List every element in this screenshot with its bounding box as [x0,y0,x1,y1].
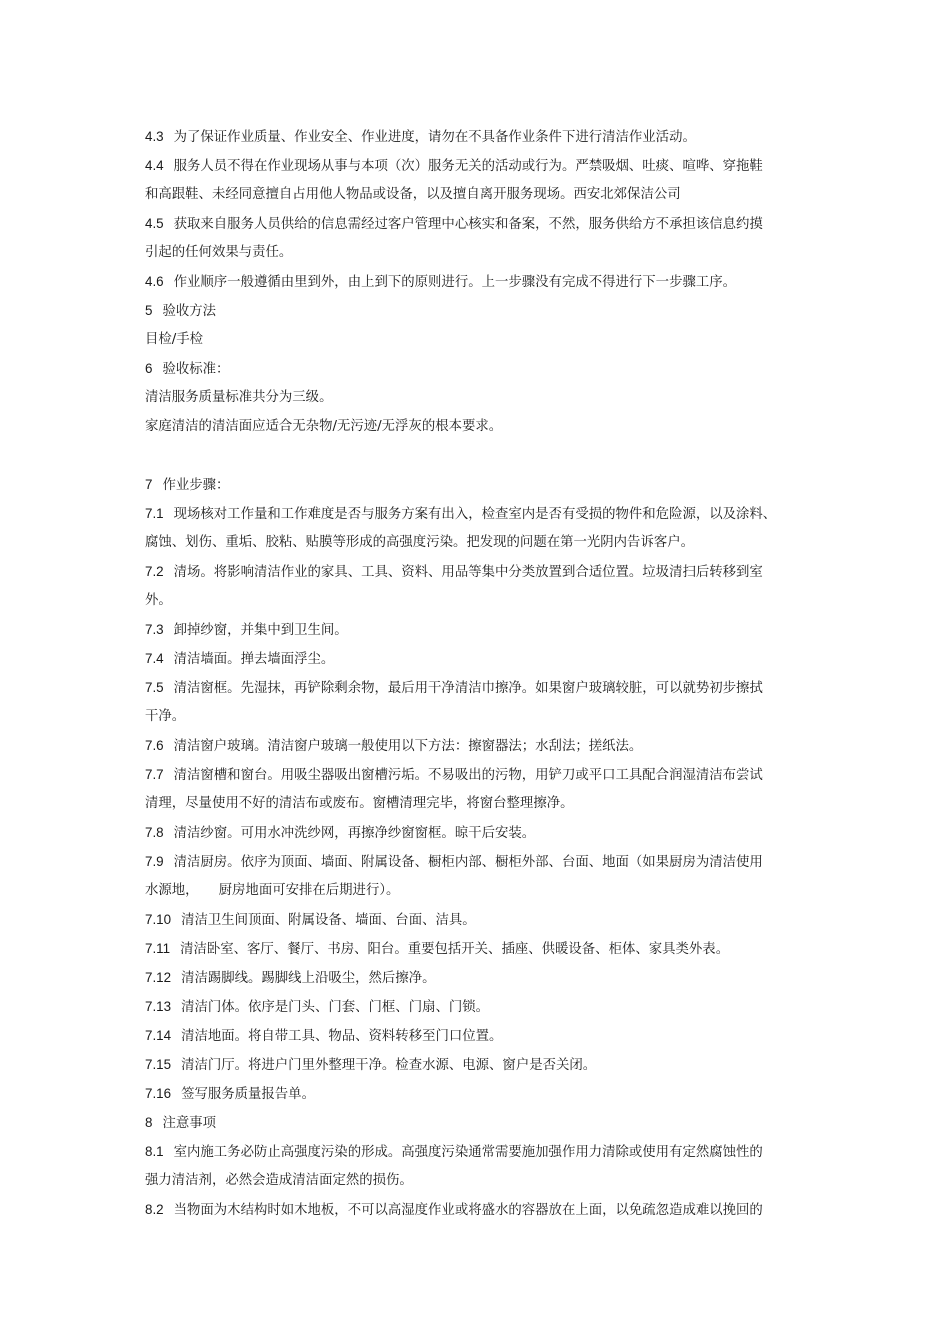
text-line [145,702,817,731]
section-number: 8.1 [145,1144,164,1159]
line-text: 清洁服务质量标准共分为三级。 [145,390,333,405]
text-line [145,934,817,963]
text-line [145,441,817,470]
text-line [145,1137,817,1166]
section-number: 7.9 [145,854,164,869]
text-line [145,615,817,644]
text-line [145,673,817,702]
text-line [145,238,817,267]
section-number: 4.6 [145,274,164,289]
line-text: 签写服务质量报告单。 [181,1087,315,1102]
line-text: 和高跟鞋、未经同意擅自占用他人物品或设备，以及擅自离开服务现场。西安北郊保洁公司 [145,187,681,202]
section-number: 7.7 [145,767,164,782]
line-text: 目检/手检 [145,332,204,347]
line-text: 清洁踢脚线。踢脚线上沿吸尘，然后擦净。 [181,971,436,986]
text-line [145,122,817,151]
section-number: 7.11 [145,941,171,956]
line-text: 清洁窗户玻璃。清洁窗户玻璃一般使用以下方法：擦窗器法；水刮法；搓纸法。 [173,739,643,754]
line-text: 卸掉纱窗，并集中到卫生间。 [173,623,348,638]
line-text: 服务人员不得在作业现场从事与本项（次）服务无关的活动或行为。严禁吸烟、吐痰、喧哗、穿拖鞋 [173,159,763,174]
line-text: 强力清洁剂，必然会造成清洁面定然的损伤。 [145,1173,413,1188]
line-text: 当物面为木结构时如木地板，不可以高湿度作业或将盛水的容器放在上面，以免疏忽造成难以挽回的 [173,1203,763,1218]
line-text: 清洁墙面。掸去墙面浮尘。 [173,652,335,667]
section-number: 7.1 [145,506,164,521]
section-number: 7.10 [145,912,172,927]
text-line [145,1108,817,1137]
line-text: 清洁窗框。先湿抹，再铲除剩余物，最后用干净清洁巾擦净。如果窗户玻璃较脏，可以就势初步擦拭 [173,681,763,696]
text-line [145,354,817,383]
line-text: 清洁门体。依序是门头、门套、门框、门扇、门锁。 [181,1000,490,1015]
document-body [145,122,817,1224]
section-number: 4.5 [145,216,164,231]
line-text: 引起的任何效果与责任。 [145,245,293,260]
line-text: 清洁纱窗。可用水冲洗纱网，再擦净纱窗窗框。晾干后安装。 [173,826,536,841]
text-line [145,412,817,441]
text-line [145,586,817,615]
line-text: 腐蚀、划伤、重垢、胶粘、贴膜等形成的高强度污染。把发现的问题在第一光阴内告诉客户。 [145,535,695,550]
text-line [145,644,817,673]
text-line [145,470,817,499]
line-text: 干净。 [145,709,186,724]
line-text: 现场核对工作量和工作难度是否与服务方案有出入，检查室内是否有受损的物件和危险源，以及涂料、 [173,507,777,522]
line-text: 清洁窗槽和窗台。用吸尘器吸出窗槽污垢。不易吸出的污物，用铲刀或平口工具配合润湿清洁布尝试 [173,768,763,783]
line-text: 清洁厨房。依序为顶面、墙面、附属设备、橱柜内部、橱柜外部、台面、地面（如果厨房为清洁使用 [173,855,763,870]
section-number: 5 [145,303,153,318]
section-number: 7.12 [145,970,172,985]
line-text: 清洁卫生间顶面、附属设备、墙面、台面、洁具。 [181,913,476,928]
text-line [145,1195,817,1224]
section-number: 7 [145,477,153,492]
text-line [145,209,817,238]
text-line [145,325,817,354]
line-text: 验收方法 [162,304,217,319]
text-line [145,151,817,180]
section-number: 7.4 [145,651,164,666]
text-line [145,1166,817,1195]
text-line [145,528,817,557]
section-number: 7.6 [145,738,164,753]
line-text: 清理，尽量使用不好的清洁布或废布。窗槽清理完毕，将窗台整理擦净。 [145,796,574,811]
text-line [145,963,817,992]
text-line [145,1079,817,1108]
text-line [145,557,817,586]
text-line [145,992,817,1021]
text-line [145,847,817,876]
line-text: 清洁卧室、客厅、餐厅、书房、阳台。重要包括开关、插座、供暖设备、柜体、家具类外表。 [180,942,730,957]
line-text: 家庭清洁的清洁面应适合无杂物/无污迹/无浮灰的根本要求。 [145,419,503,434]
text-line [145,1021,817,1050]
text-line [145,1050,817,1079]
line-text: 清洁门厅。将进户门里外整理干净。检查水源、电源、窗户是否关闭。 [181,1058,597,1073]
section-number: 7.13 [145,999,172,1014]
section-number: 8 [145,1115,153,1130]
text-line [145,789,817,818]
section-number: 8.2 [145,1202,164,1217]
section-number: 7.3 [145,622,164,637]
line-text: 清场。将影响清洁作业的家具、工具、资料、用品等集中分类放置到合适位置。垃圾清扫后转移到室 [173,565,763,580]
section-number: 7.8 [145,825,164,840]
section-number: 7.15 [145,1057,172,1072]
line-text: 验收标准： [162,362,230,377]
section-number: 7.16 [145,1086,172,1101]
line-text: 水源地， 厨房地面可安排在后期进行）。 [145,883,400,898]
text-line [145,818,817,847]
line-text: 作业顺序一般遵循由里到外，由上到下的原则进行。上一步骤没有完成不得进行下一步骤工序。 [173,275,737,290]
text-line [145,180,817,209]
section-number: 4.3 [145,129,164,144]
line-text: 获取来自服务人员供给的信息需经过客户管理中心核实和备案，不然，服务供给方不承担该信息约摸 [173,217,763,232]
line-text: 为了保证作业质量、作业安全、作业进度，请勿在不具备作业条件下进行清洁作业活动。 [173,130,696,145]
text-line [145,905,817,934]
text-line [145,876,817,905]
line-text: 外。 [145,593,172,608]
line-text: 清洁地面。将自带工具、物品、资料转移至门口位置。 [181,1029,503,1044]
line-text: 作业步骤： [162,478,230,493]
line-text: 室内施工务必防止高强度污染的形成。高强度污染通常需要施加强作用力清除或使用有定然腐蚀性的 [173,1145,763,1160]
section-number: 7.5 [145,680,164,695]
text-line [145,383,817,412]
text-line [145,731,817,760]
text-line [145,267,817,296]
text-line [145,760,817,789]
section-number: 4.4 [145,158,164,173]
section-number: 6 [145,361,153,376]
line-text: 注意事项 [162,1116,217,1131]
text-line [145,296,817,325]
section-number: 7.2 [145,564,164,579]
text-line [145,499,817,528]
section-number: 7.14 [145,1028,172,1043]
